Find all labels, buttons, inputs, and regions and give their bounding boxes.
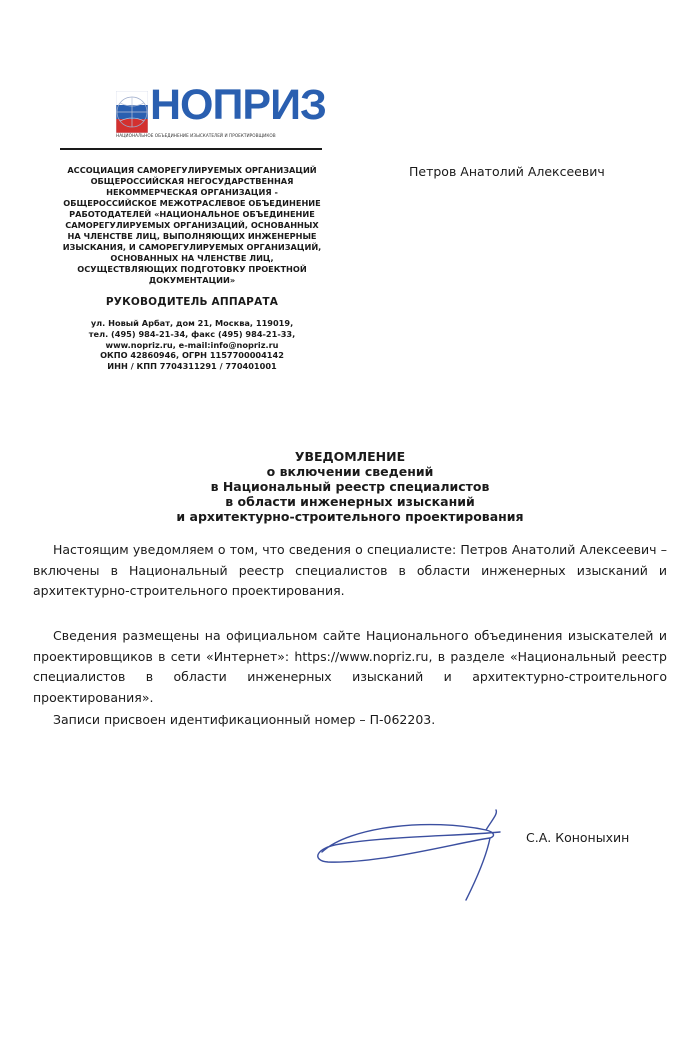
org-name-line: НЕКОММЕРЧЕСКАЯ ОРГАНИЗАЦИЯ - [106, 187, 278, 197]
signer-name: С.А. Кононыхин [526, 830, 630, 845]
organization-name [60, 165, 324, 286]
org-name-line: НА ЧЛЕНСТВЕ ЛИЦ, ВЫПОЛНЯЮЩИХ ИНЖЕНЕРНЫЕ [67, 231, 317, 241]
title-line: в Национальный реестр специалистов [210, 479, 490, 494]
body-paragraph-id-number: Записи присвоен идентификационный номер – П-062203. [53, 712, 436, 727]
org-name-line: ИЗЫСКАНИЯ, И САМОРЕГУЛИРУЕМЫХ ОРГАНИЗАЦИЙ, [62, 242, 322, 252]
handwritten-signature [310, 808, 502, 904]
contact-details [60, 318, 324, 372]
org-name-line: САМОРЕГУЛИРУЕМЫХ ОРГАНИЗАЦИЙ, ОСНОВАННЫХ [65, 220, 319, 230]
title-line: и архитектурно-строительного проектирования [176, 509, 524, 524]
title-line: УВЕДОМЛЕНИЕ [294, 449, 406, 464]
flag-emblem-icon [116, 91, 148, 133]
contact-inn-kpp: ИНН / КПП 7704311291 / 770401001 [107, 361, 277, 372]
title-line: в области инженерных изысканий [225, 494, 475, 509]
body-paragraph-publication: Сведения размещены на официальном сайте Национального объединения изыскателей и проектировщиков в сети «Интернет»: https://www.nopriz.ru, в разделе «Национальный реестр специалистов в области инженерных изысканий и архитектурно-строительного проектирования». [33, 628, 667, 705]
logo-wordmark: НОПРИЗ [150, 81, 326, 129]
org-name-line: ОСНОВАННЫХ НА ЧЛЕНСТВЕ ЛИЦ, [110, 253, 274, 263]
organization-block [60, 165, 324, 372]
logo-tagline: НАЦИОНАЛЬНОЕ ОБЪЕДИНЕНИЕ ИЗЫСКАТЕЛЕЙ И ПРОЕКТИРОВЩИКОВ [116, 133, 276, 138]
org-name-line: РАБОТОДАТЕЛЕЙ «НАЦИОНАЛЬНОЕ ОБЪЕДИНЕНИЕ [69, 209, 315, 219]
org-name-line: ДОКУМЕНТАЦИИ» [148, 275, 236, 285]
org-name-line: ОБЩЕРОССИЙСКОЕ МЕЖОТРАСЛЕВОЕ ОБЪЕДИНЕНИЕ [63, 198, 321, 208]
org-name-line: АССОЦИАЦИЯ САМОРЕГУЛИРУЕМЫХ ОРГАНИЗАЦИЙ [67, 165, 317, 175]
contact-address: ул. Новый Арбат, дом 21, Москва, 119019, [90, 318, 294, 328]
org-name-line: ОБЩЕРОССИЙСКАЯ НЕГОСУДАРСТВЕННАЯ [90, 176, 294, 186]
body-paragraph-inclusion: Настоящим уведомляем о том, что сведения о специалисте: Петров Анатолий Алексеевич – включены в Национальный реестр специалистов в области инженерных изысканий и архитектурно-строительного проектирования. [33, 542, 667, 598]
org-name-line: ОСУЩЕСТВЛЯЮЩИХ ПОДГОТОВКУ ПРОЕКТНОЙ [77, 264, 307, 274]
header-divider [60, 148, 322, 150]
contact-web-email: www.nopriz.ru, e-mail:info@nopriz.ru [105, 339, 279, 350]
title-line: о включении сведений [266, 464, 434, 479]
recipient-name: Петров Анатолий Алексеевич [409, 164, 605, 179]
contact-okpo-ogrn: ОКПО 42860946, ОГРН 1157700004142 [100, 350, 284, 361]
document-title [60, 449, 640, 524]
position-title: РУКОВОДИТЕЛЬ АППАРАТА [105, 296, 279, 308]
contact-phone: тел. (495) 984-21-34, факс (495) 984-21-33, [88, 328, 296, 339]
nopriz-logo [116, 81, 326, 144]
